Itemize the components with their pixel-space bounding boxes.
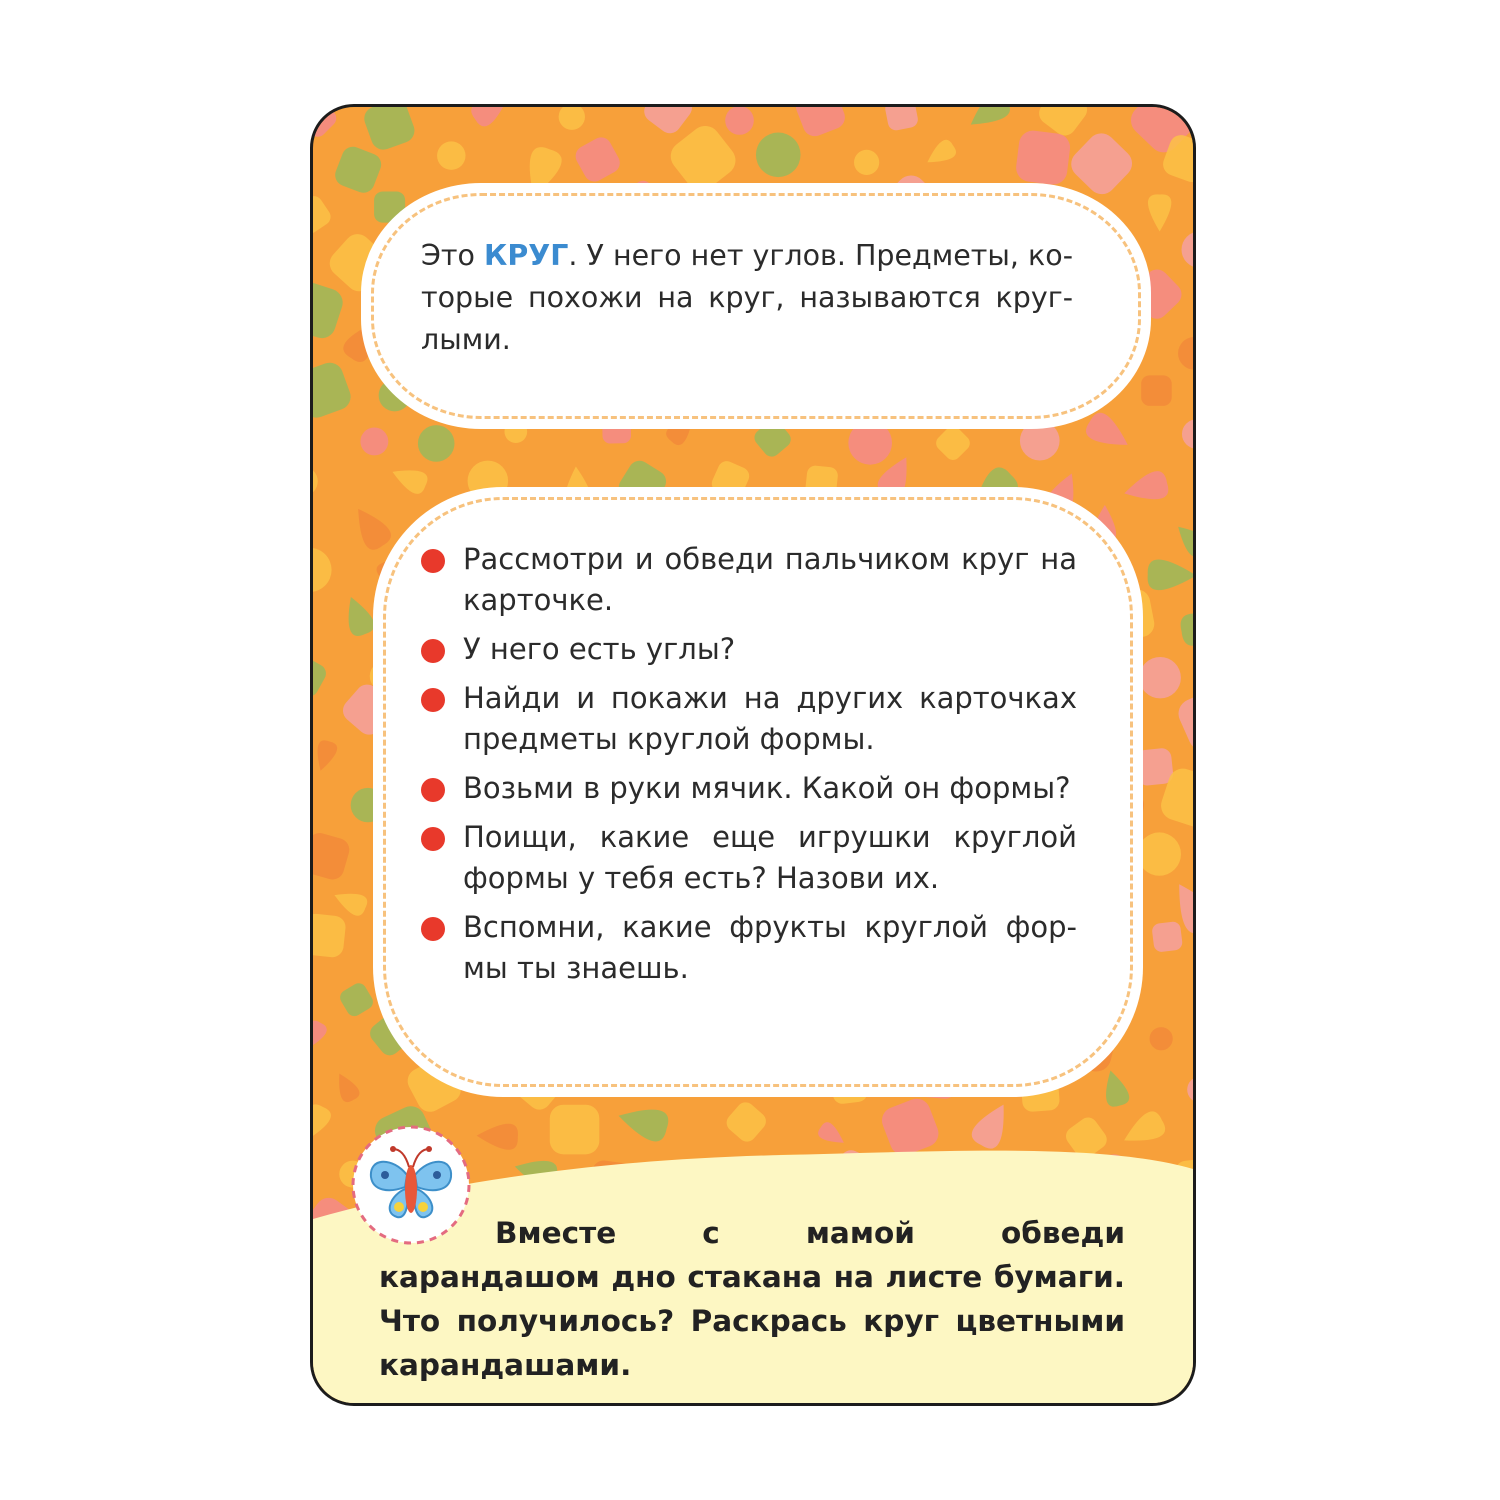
task-text: Возьми в руки мячик. Какой он формы?: [463, 771, 1071, 805]
intro-suffix: . У него нет углов. Предметы, которые похожи на круг, называются круглыми.: [421, 239, 1074, 356]
task-text: Рассмотри и обведи пальчиком круг на карточке.: [463, 542, 1077, 617]
shape-card: [310, 104, 1196, 1406]
shape-name: КРУГ: [484, 239, 569, 272]
task-text: Найди и покажи на других карточках предметы круглой формы.: [463, 681, 1077, 756]
task-text: Вспомни, какие фрукты круглой формы ты знаешь.: [463, 910, 1077, 985]
task-text: У него есть углы?: [463, 632, 736, 666]
task-text: Поищи, какие еще игрушки круглой формы у тебя есть? Назови их.: [463, 820, 1077, 895]
bottom-instruction: Вместе с мамой обведи карандашом дно стакана на листе бумаги. Что получилось? Раскрась круг цветными карандашами.: [379, 1216, 1125, 1382]
intro-prefix: Это: [421, 239, 485, 272]
